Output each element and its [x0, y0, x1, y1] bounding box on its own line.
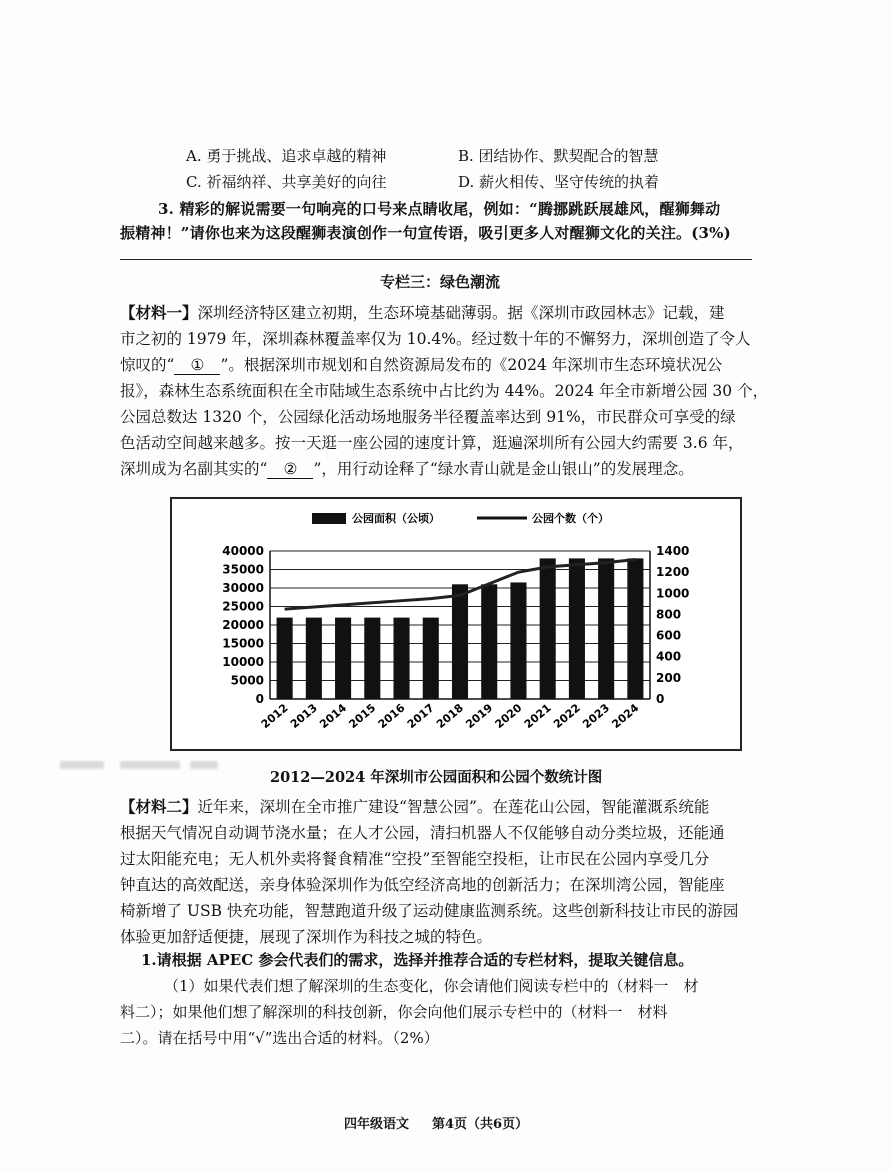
- x-axis-tick: 2014: [317, 701, 350, 731]
- right-axis-tick: 600: [656, 628, 682, 643]
- material1-text7a: 深圳成为名副其实的“: [120, 460, 268, 478]
- section-title: 专栏三：绿色潮流: [380, 273, 501, 291]
- bar-park-area: [306, 618, 322, 699]
- x-axis-tick: 2017: [404, 701, 437, 731]
- bar-park-area: [540, 558, 556, 699]
- left-axis-tick: 5000: [230, 673, 264, 688]
- park-chart: [172, 499, 740, 749]
- question1-sub1: （1）如果代表们想了解深圳的生态变化，你会请他们阅读专栏中的（材料一 材: [164, 977, 699, 995]
- material1-text3a: 惊叹的“: [120, 356, 175, 374]
- material2-label: 【材料二】: [120, 797, 198, 816]
- right-axis-tick: 1000: [656, 586, 690, 601]
- x-axis-tick: 2024: [609, 701, 642, 731]
- question1-sub3: 二）。请在括号中用“√”选出合适的材料。（2%）: [120, 1029, 439, 1047]
- option-b: B. 团结协作、默契配合的智慧: [458, 147, 659, 165]
- bar-park-area: [277, 618, 293, 699]
- section-divider: [120, 259, 752, 260]
- left-axis-tick: 40000: [222, 544, 264, 558]
- material1-label: 【材料一】: [120, 303, 198, 322]
- x-axis-tick: 2020: [492, 701, 525, 731]
- left-axis-tick: 10000: [222, 655, 264, 669]
- left-axis-tick: 35000: [222, 562, 264, 577]
- x-axis-tick: 2022: [551, 701, 583, 731]
- bar-park-area: [335, 618, 351, 699]
- bar-park-area: [598, 558, 614, 699]
- question1-sub2: 料二）；如果他们想了解深圳的科技创新，你会向他们展示专栏中的（材料一 材料: [120, 1003, 668, 1021]
- material2-line1: [120, 795, 709, 817]
- footer-grade: 四年级语文: [344, 1117, 410, 1132]
- left-axis-tick: 15000: [222, 636, 264, 651]
- question3-line1: 3. 精彩的解说需要一句响亮的口号来点睛收尾，例如：“腾挪跳跃展雄风，醒狮舞动: [158, 200, 721, 218]
- material1-text1: 深圳经济特区建立初期，生态环境基础薄弱。据《深圳市政园林志》记载，建: [197, 304, 725, 322]
- x-axis-tick: 2013: [287, 701, 320, 731]
- bar-park-area: [627, 558, 643, 699]
- bar-park-area: [394, 618, 410, 699]
- option-a: A. 勇于挑战、追求卓越的精神: [186, 147, 387, 165]
- material1-line7: [120, 457, 694, 479]
- x-axis-tick: 2016: [375, 701, 408, 731]
- footer-page: 第4页（共6页）: [432, 1117, 529, 1132]
- legend-bar-swatch: [312, 513, 346, 524]
- bar-park-area: [452, 584, 468, 699]
- material2-text1: 近年来，深圳在全市推广建设“智慧公园”。在莲花山公园，智能灌溉系统能: [197, 798, 710, 816]
- bar-park-area: [423, 618, 439, 699]
- right-axis-tick: 400: [656, 649, 682, 664]
- blurred-mark: [190, 761, 218, 769]
- legend-bar-label: 公园面积（公顷）: [352, 512, 440, 525]
- right-axis-tick: 1400: [656, 544, 690, 558]
- chart-frame: [170, 497, 742, 751]
- question3-line2: 振精神！”请你也来为这段醒狮表演创作一句宣传语，吸引更多人对醒狮文化的关注。(3%): [120, 224, 731, 242]
- bar-park-area: [364, 618, 380, 699]
- x-axis-tick: 2021: [521, 701, 554, 731]
- material1-line2: 市之初的 1979 年，深圳森林覆盖率仅为 10.4%。经过数十年的不懈努力，深圳创造了令人: [120, 330, 751, 348]
- blank-1[interactable]: ①: [174, 356, 220, 375]
- material1-line3: [120, 353, 722, 375]
- material1-line6: 色活动空间越来越多。按一天逛一座公园的速度计算，逛遍深圳所有公园大约需要 3.6 年，: [120, 434, 744, 452]
- material2-line4: 钟直达的高效配送，亲身体验深圳作为低空经济高地的创新活力；在深圳湾公园，智能座: [120, 876, 725, 894]
- x-axis-tick: 2012: [258, 701, 291, 731]
- blurred-mark: [120, 761, 180, 769]
- material2-line2: 根据天气情况自动调节浇水量；在人才公园，清扫机器人不仅能够自动分类垃圾，还能通: [120, 824, 725, 842]
- material2-line5: 椅新增了 USB 快充功能，智慧跑道升级了运动健康监测系统。这些创新科技让市民的游园: [120, 902, 739, 920]
- material1-line4: 报》，森林生态系统面积在全市陆域生态系统中占比约为 44%。2024 年全市新增公园 30 个，: [120, 382, 769, 400]
- blurred-mark: [60, 761, 104, 769]
- chart-caption: 2012—2024 年深圳市公园面积和公园个数统计图: [270, 769, 603, 786]
- bar-park-area: [569, 558, 585, 699]
- legend-line-label: 公园个数（个）: [532, 512, 609, 525]
- right-axis-tick: 0: [656, 692, 665, 706]
- right-axis-tick: 1200: [656, 565, 690, 580]
- x-axis-tick: 2015: [346, 701, 379, 731]
- question1-heading: 1.请根据 APEC 参会代表们的需求，选择并推荐合适的专栏材料，提取关键信息。: [141, 951, 694, 969]
- left-axis-tick: 30000: [222, 581, 264, 595]
- left-axis-tick: 0: [255, 692, 264, 706]
- bar-park-area: [510, 582, 526, 699]
- bar-park-area: [481, 584, 497, 699]
- material1-line1: [120, 301, 725, 323]
- right-axis-tick: 200: [656, 670, 682, 685]
- right-axis-tick: 800: [656, 607, 682, 622]
- option-c: C. 祈福纳祥、共享美好的向往: [186, 173, 387, 191]
- x-axis-tick: 2019: [463, 701, 496, 731]
- left-axis-tick: 25000: [222, 599, 264, 614]
- option-d: D. 薪火相传、坚守传统的执着: [458, 173, 660, 191]
- material1-text7b: ”，用行动诠释了“绿水青山就是金山银山”的发展理念。: [313, 460, 694, 478]
- material1-line5: 公园总数达 1320 个，公园绿化活动场地服务半径覆盖率达到 91%，市民群众可享受的绿: [120, 408, 736, 426]
- x-axis-tick: 2023: [580, 701, 613, 731]
- material2-line3: 过太阳能充电；无人机外卖将餐食精准“空投”至智能空投柜，让市民在公园内享受几分: [120, 850, 710, 868]
- left-axis-tick: 20000: [222, 618, 264, 632]
- material2-line6: 体验更加舒适便捷，展现了深圳作为科技之城的特色。: [120, 928, 493, 946]
- x-axis-tick: 2018: [434, 701, 466, 731]
- material1-text3b: ”。根据深圳市规划和自然资源局发布的《2024 年深圳市生态环境状况公: [220, 356, 723, 374]
- blank-2[interactable]: ②: [267, 460, 313, 479]
